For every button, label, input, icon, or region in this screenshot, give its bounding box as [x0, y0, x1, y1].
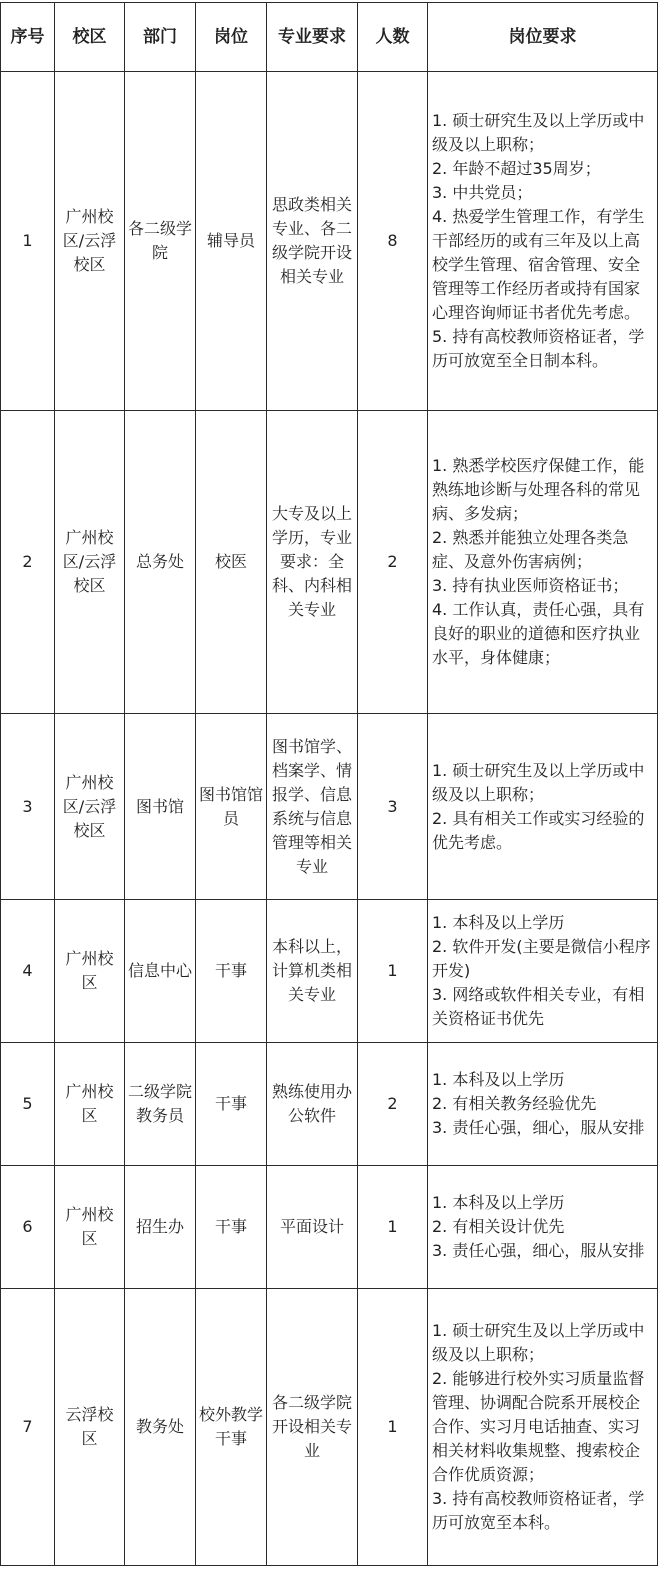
cell-post: 干事 — [196, 900, 267, 1043]
requirement-line: 4. 热爱学生管理工作，有学生干部经历的或有三年及以上高校学生管理、宿舍管理、安全管理等工作经历者或持有国家心理咨询师证书者优先考虑。 — [432, 207, 645, 322]
header-major: 专业要求 — [267, 3, 358, 72]
requirement-line: 1. 硕士研究生及以上学历或中级及以上职称； — [432, 111, 645, 154]
cell-requirements — [428, 411, 658, 714]
cell-major: 思政类相关专业、各二级学院开设相关专业 — [267, 72, 358, 411]
requirement-line: 1. 本科及以上学历 — [432, 1070, 565, 1089]
requirement-line: 2. 熟悉并能独立处理各类急症、及意外伤害病例； — [432, 528, 629, 571]
cell-dept: 各二级学院 — [125, 72, 196, 411]
cell-dept: 图书馆 — [125, 714, 196, 900]
cell-no: 4 — [1, 900, 55, 1043]
table-row — [1, 1166, 658, 1289]
cell-campus: 广州校区/云浮校区 — [55, 411, 125, 714]
table-row — [1, 411, 658, 714]
header-requirements: 岗位要求 — [428, 3, 658, 72]
cell-requirements — [428, 72, 658, 411]
table-row — [1, 72, 658, 411]
cell-dept: 招生办 — [125, 1166, 196, 1289]
cell-requirements — [428, 1166, 658, 1289]
requirement-line: 3. 责任心强，细心，服从安排 — [432, 1118, 645, 1137]
requirement-line: 4. 工作认真，责任心强，具有良好的职业的道德和医疗执业水平，身体健康； — [432, 600, 645, 667]
cell-requirements — [428, 900, 658, 1043]
header-campus: 校区 — [55, 3, 125, 72]
cell-campus: 广州校区 — [55, 900, 125, 1043]
table-row — [1, 1043, 658, 1166]
cell-no: 7 — [1, 1289, 55, 1566]
cell-count: 2 — [358, 1043, 428, 1166]
cell-requirements — [428, 714, 658, 900]
cell-dept: 教务处 — [125, 1289, 196, 1566]
table-row — [1, 900, 658, 1043]
cell-campus: 云浮校区 — [55, 1289, 125, 1566]
cell-major: 本科以上，计算机类相关专业 — [267, 900, 358, 1043]
requirement-line: 5. 持有高校教师资格证者，学历可放宽至全日制本科。 — [432, 327, 645, 370]
cell-no: 6 — [1, 1166, 55, 1289]
cell-no: 5 — [1, 1043, 55, 1166]
requirement-line: 1. 硕士研究生及以上学历或中级及以上职称； — [432, 760, 645, 804]
header-row — [1, 3, 658, 72]
cell-post: 图书馆馆员 — [196, 714, 267, 900]
cell-count: 1 — [358, 1289, 428, 1566]
requirement-line: 1. 硕士研究生及以上学历或中级及以上职称； — [432, 1321, 645, 1364]
cell-no: 1 — [1, 72, 55, 411]
cell-requirements — [428, 1043, 658, 1166]
requirement-line: 3. 中共党员； — [432, 183, 533, 202]
requirement-line: 3. 责任心强，细心，服从安排 — [432, 1241, 645, 1260]
cell-requirements — [428, 1289, 658, 1566]
requirement-line: 3. 持有执业医师资格证书； — [432, 576, 629, 595]
cell-major: 大专及以上学历，专业要求：全科、内科相关专业 — [267, 411, 358, 714]
cell-post: 干事 — [196, 1043, 267, 1166]
cell-count: 2 — [358, 411, 428, 714]
requirement-line: 3. 持有高校教师资格证者，学历可放宽至本科。 — [432, 1489, 645, 1532]
requirement-line: 1. 熟悉学校医疗保健工作，能熟练地诊断与处理各科的常见病、多发病； — [432, 456, 645, 523]
cell-count: 1 — [358, 900, 428, 1043]
cell-campus: 广州校区/云浮校区 — [55, 714, 125, 900]
cell-post: 辅导员 — [196, 72, 267, 411]
cell-post: 干事 — [196, 1166, 267, 1289]
cell-dept: 信息中心 — [125, 900, 196, 1043]
requirement-line: 1. 本科及以上学历 — [432, 1193, 565, 1212]
cell-count: 3 — [358, 714, 428, 900]
cell-dept: 二级学院教务员 — [125, 1043, 196, 1166]
requirement-line: 2. 具有相关工作或实习经验的优先考虑。 — [432, 808, 645, 852]
cell-major: 各二级学院开设相关专业 — [267, 1289, 358, 1566]
cell-post: 校外教学干事 — [196, 1289, 267, 1566]
requirement-line: 2. 能够进行校外实习质量监督管理、协调配合院系开展校企合作、实习月电话抽查、实习相关材料收集规整、搜索校企合作优质资源； — [432, 1369, 645, 1484]
header-post: 岗位 — [196, 3, 267, 72]
header-dept: 部门 — [125, 3, 196, 72]
requirement-line: 2. 软件开发(主要是微信小程序开发) — [432, 937, 651, 980]
requirement-line: 1. 本科及以上学历 — [432, 913, 565, 932]
cell-major: 熟练使用办公软件 — [267, 1043, 358, 1166]
cell-campus: 广州校区/云浮校区 — [55, 72, 125, 411]
cell-major: 图书馆学、档案学、情报学、信息系统与信息管理等相关专业 — [267, 714, 358, 900]
table-row — [1, 1289, 658, 1566]
requirement-line: 3. 网络或软件相关专业，有相关资格证书优先 — [432, 985, 645, 1028]
cell-no: 2 — [1, 411, 55, 714]
header-no: 序号 — [1, 3, 55, 72]
cell-no: 3 — [1, 714, 55, 900]
cell-dept: 总务处 — [125, 411, 196, 714]
cell-count: 8 — [358, 72, 428, 411]
cell-campus: 广州校区 — [55, 1043, 125, 1166]
table-row — [1, 714, 658, 900]
requirement-line: 2. 有相关设计优先 — [432, 1217, 565, 1236]
requirement-line: 2. 年龄不超过35周岁； — [432, 159, 601, 178]
cell-count: 1 — [358, 1166, 428, 1289]
header-count: 人数 — [358, 3, 428, 72]
cell-campus: 广州校区 — [55, 1166, 125, 1289]
cell-post: 校医 — [196, 411, 267, 714]
recruitment-table — [0, 2, 658, 1566]
cell-major: 平面设计 — [267, 1166, 358, 1289]
requirement-line: 2. 有相关教务经验优先 — [432, 1094, 597, 1113]
